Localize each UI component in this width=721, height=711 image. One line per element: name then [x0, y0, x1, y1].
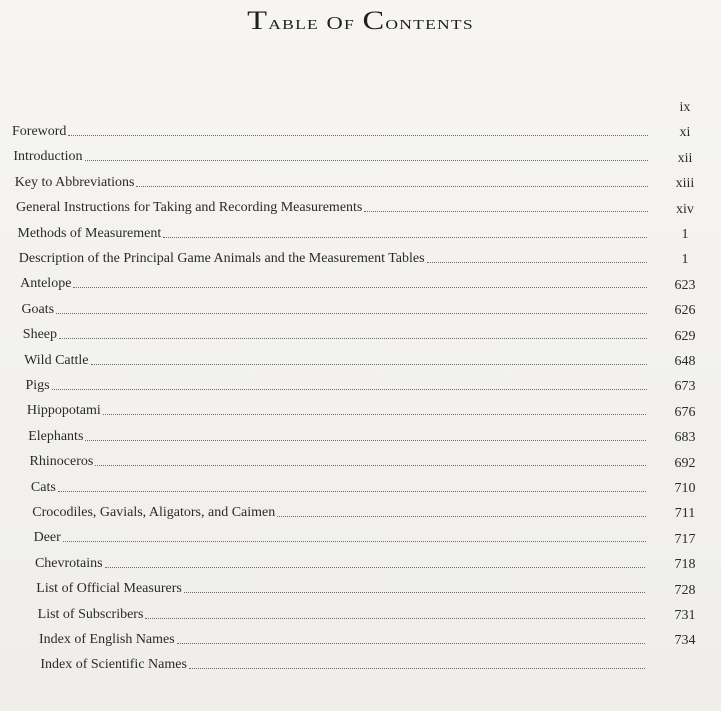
dot-leader: [91, 363, 647, 365]
toc-entry[interactable]: [17, 222, 647, 242]
toc-entry-title: Foreword: [12, 124, 67, 139]
toc-entry-title: List of Subscribers: [37, 606, 144, 622]
toc-page-number: 731: [674, 608, 696, 623]
toc-page-number: xiv: [676, 201, 694, 217]
toc-entry[interactable]: [24, 349, 647, 369]
toc-page-number: 711: [674, 506, 696, 522]
toc-entry[interactable]: [34, 526, 646, 546]
toc-entry-title: Antelope: [20, 276, 72, 292]
toc-entry-title: Elephants: [28, 428, 84, 444]
toc-entry[interactable]: [23, 323, 647, 343]
toc-page-number: xi: [679, 125, 691, 141]
toc-entry[interactable]: [21, 298, 647, 318]
page-title: [0, 6, 721, 36]
toc-page-number: 710: [674, 481, 696, 496]
toc-entry-title: Sheep: [22, 327, 58, 343]
toc-entry[interactable]: [30, 450, 647, 470]
toc-entry[interactable]: [36, 577, 645, 597]
toc-entry-title: Index of English Names: [39, 632, 175, 647]
dot-leader: [105, 566, 646, 568]
dot-leader: [52, 388, 647, 390]
toc-entry[interactable]: [40, 653, 645, 673]
toc-entry[interactable]: [28, 425, 646, 445]
toc-entry-title: Key to Abbreviations: [14, 174, 135, 190]
toc-entry[interactable]: [15, 171, 648, 191]
toc-entry-title: Wild Cattle: [24, 352, 89, 368]
toc-entry-title: Methods of Measurement: [17, 225, 162, 241]
dot-leader: [95, 464, 646, 466]
toc-entry[interactable]: [32, 501, 646, 521]
toc-entry-title: List of Official Measurers: [36, 581, 182, 597]
dot-leader: [277, 515, 645, 517]
dot-leader: [103, 413, 647, 415]
toc-page-number: xiii: [675, 176, 695, 192]
toc-entry[interactable]: [16, 196, 648, 216]
dot-leader: [364, 210, 647, 212]
dot-leader: [59, 337, 647, 339]
toc-entry-title: Goats: [21, 301, 55, 317]
toc-page-number: 626: [674, 303, 696, 319]
dot-leader: [58, 490, 646, 492]
toc-page-number: 1: [681, 252, 689, 268]
toc-page-number: 734: [674, 633, 696, 649]
toc-entry-title: Deer: [33, 530, 61, 546]
toc-entry-title: Description of the Principal Game Animals and the Measurement Tables: [18, 251, 425, 266]
toc-entry[interactable]: [35, 552, 646, 572]
toc-page-number: 683: [674, 430, 696, 446]
toc-page-number: 676: [674, 404, 696, 420]
toc-page-number: 718: [674, 557, 696, 573]
dot-leader: [184, 591, 645, 593]
dot-leader: [85, 439, 646, 441]
dot-leader: [56, 312, 647, 314]
dot-leader: [427, 261, 648, 263]
toc-entry[interactable]: [26, 374, 647, 394]
toc-entry-title: Index of Scientific Names: [40, 657, 187, 673]
dot-leader: [73, 286, 647, 288]
dot-leader: [68, 134, 648, 136]
toc-entry[interactable]: [39, 628, 645, 648]
toc-entry-title: Pigs: [25, 378, 50, 393]
toc-entry-title: Hippopotami: [26, 403, 101, 419]
toc-page-number: 692: [674, 455, 696, 471]
toc-entry[interactable]: [38, 603, 646, 623]
dot-leader: [136, 185, 647, 187]
table-of-contents: [0, 96, 721, 696]
page-title-text: Table of Contents: [247, 6, 474, 35]
toc-page-number: ix: [679, 100, 691, 115]
toc-entry-title: Chevrotains: [34, 555, 103, 571]
dot-leader: [63, 540, 646, 542]
toc-entry[interactable]: [12, 120, 648, 140]
dot-leader: [189, 667, 645, 669]
toc-page-number: 717: [674, 531, 696, 547]
toc-entry[interactable]: [31, 476, 646, 496]
toc-page-number: 1: [681, 227, 689, 242]
toc-entry-title: Introduction: [13, 149, 83, 165]
toc-entry-title: Cats: [30, 479, 56, 495]
dot-leader: [145, 617, 645, 619]
toc-page-number: 629: [674, 328, 696, 344]
toc-entry[interactable]: [20, 272, 647, 292]
toc-entry[interactable]: [19, 247, 648, 267]
dot-leader: [85, 159, 648, 161]
toc-page-number: 673: [674, 379, 696, 395]
toc-entry-title: Rhinoceros: [29, 454, 94, 470]
toc-page-number: 648: [674, 354, 696, 369]
toc-entry-title: General Instructions for Taking and Recording Measurements: [16, 200, 363, 216]
dot-leader: [163, 236, 647, 238]
toc-entry[interactable]: [27, 399, 647, 419]
toc-entry-title: Crocodiles, Gavials, Aligators, and Caimen: [32, 505, 276, 520]
toc-page-number: 623: [674, 277, 696, 293]
toc-entry[interactable]: [13, 145, 648, 165]
toc-page-number: xii: [677, 150, 693, 166]
toc-page-number: 728: [674, 582, 696, 598]
dot-leader: [177, 642, 645, 644]
